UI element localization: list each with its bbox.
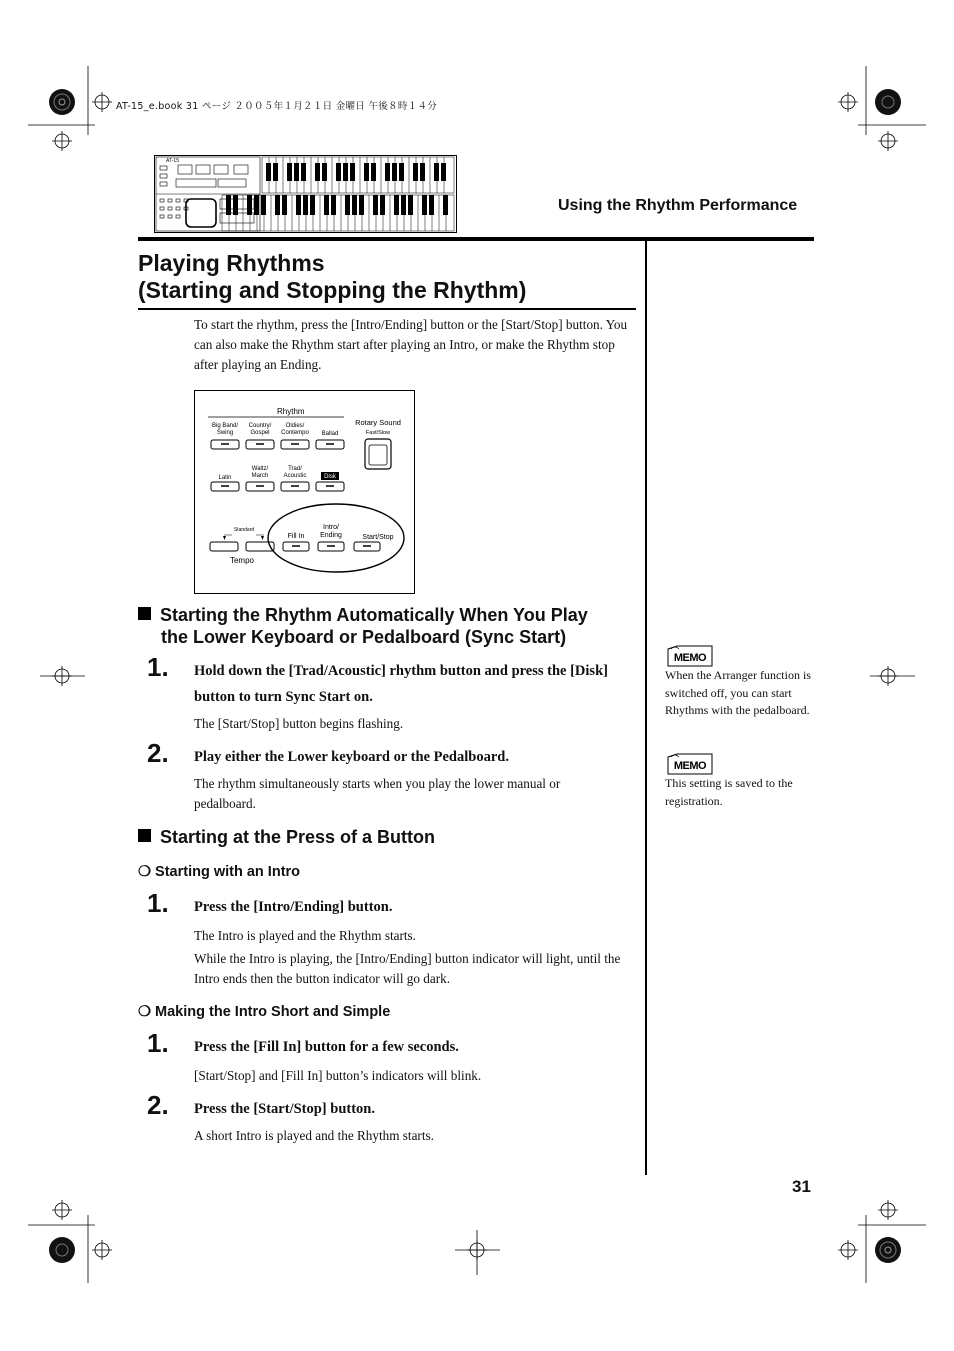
panel-rhythm-label: Rhythm: [277, 407, 305, 416]
memo-text: This setting is saved to the registration.: [665, 776, 793, 808]
section-header-title: Using the Rhythm Performance: [558, 197, 798, 214]
square-bullet-icon: [138, 607, 151, 620]
page-title-line2: (Starting and Stopping the Rhythm): [138, 277, 527, 303]
panel-start-stop-label: Start/Stop: [362, 534, 394, 541]
subheading-short-intro: ❍ Making the Intro Short and Simple: [138, 1004, 391, 1020]
column-divider: [645, 241, 647, 1175]
panel-label-big-band: Big Band/ Swing: [211, 423, 239, 436]
step-number: 1.: [147, 888, 169, 918]
step-note: The rhythm simultaneously starts when you play the lower manual or pedalboard.: [194, 776, 561, 811]
intro-paragraph: To start the rhythm, press the [Intro/Ending] button or the [Start/Stop] button. You can also make the Rhythm start after playing an Intro, or make the Rhythm stop after playing an Ending.: [194, 317, 628, 372]
step-text: Press the [Intro/Ending] button.: [194, 899, 393, 915]
organ-illustration: [154, 155, 457, 233]
print-header: AT-15_e.book 31 ページ ２００５年１月２１日 金曜日 午後８時１４分: [116, 101, 438, 112]
panel-label-trad: Trad/ Acoustic: [283, 466, 307, 479]
panel-label-latin: Latin: [218, 475, 232, 481]
step-number: 1.: [147, 1028, 169, 1058]
step-number: 2.: [147, 1090, 169, 1120]
panel-standard-label: Standard: [233, 527, 255, 533]
memo-text: When the Arranger function is switched off, you can start Rhythms with the pedalboard.: [665, 668, 811, 717]
panel-label-ballad: Ballad: [321, 431, 339, 437]
step-text: Press the [Start/Stop] button.: [194, 1101, 375, 1117]
square-bullet-icon: [138, 829, 151, 842]
section-heading-sync-start: [138, 604, 638, 648]
panel-intro-ending-label: Intro/ Ending: [320, 524, 342, 539]
page-title-line1: Playing Rhythms: [138, 250, 325, 276]
memo-icon: [667, 753, 713, 775]
step-note: [Start/Stop] and [Fill In] button’s indicators will blink.: [194, 1068, 482, 1083]
svg-text:MEMO: MEMO: [673, 760, 707, 772]
panel-label-country: Country/ Gospel: [248, 423, 272, 436]
step-note: A short Intro is played and the Rhythm starts.: [194, 1128, 434, 1143]
panel-tempo-label: Tempo: [229, 556, 255, 565]
panel-button-tempo-down: [210, 542, 238, 551]
svg-text:AT-15: AT-15: [166, 158, 179, 164]
subheading-intro: ❍ Starting with an Intro: [138, 864, 301, 880]
section-heading-line1: Starting the Rhythm Automatically When You Play: [160, 605, 588, 625]
section-heading-line2: the Lower Keyboard or Pedalboard (Sync Start): [161, 627, 567, 647]
panel-label-oldies: Oldies/ Contempo: [281, 423, 309, 436]
step-text: Hold down the [Trad/Acoustic] rhythm button and press the [Disk] button to turn Sync Start on.: [194, 663, 608, 705]
header-rule: [138, 237, 814, 241]
step-note: While the Intro is playing, the [Intro/Ending] button indicator will light, until the Intro ends then the button indicator will go dark.: [194, 951, 621, 986]
page-title: [138, 250, 526, 304]
panel-rotary-sub: Fast/Slow: [365, 430, 391, 436]
section-heading-press-button: Starting at the Press of a Button: [138, 826, 435, 848]
panel-label-disk: Disk: [324, 474, 336, 480]
panel-label-waltz: Waltz/ March: [251, 466, 269, 479]
memo-icon: [667, 645, 713, 667]
step-note: The [Start/Stop] button begins flashing.: [194, 716, 404, 731]
svg-text:MEMO: MEMO: [673, 652, 707, 664]
step-note: The Intro is played and the Rhythm starts.: [194, 928, 416, 943]
panel-rotary-label: Rotary Sound: [355, 418, 401, 427]
step-number: 1.: [147, 652, 169, 682]
title-rule: [138, 308, 636, 310]
step-number: 2.: [147, 738, 169, 768]
rhythm-panel-diagram: [194, 390, 416, 595]
step-text: Play either the Lower keyboard or the Pedalboard.: [194, 749, 509, 765]
step-text: Press the [Fill In] button for a few seconds.: [194, 1039, 459, 1055]
panel-fill-in-label: Fill In: [287, 533, 305, 540]
page-number: 31: [792, 1177, 811, 1196]
